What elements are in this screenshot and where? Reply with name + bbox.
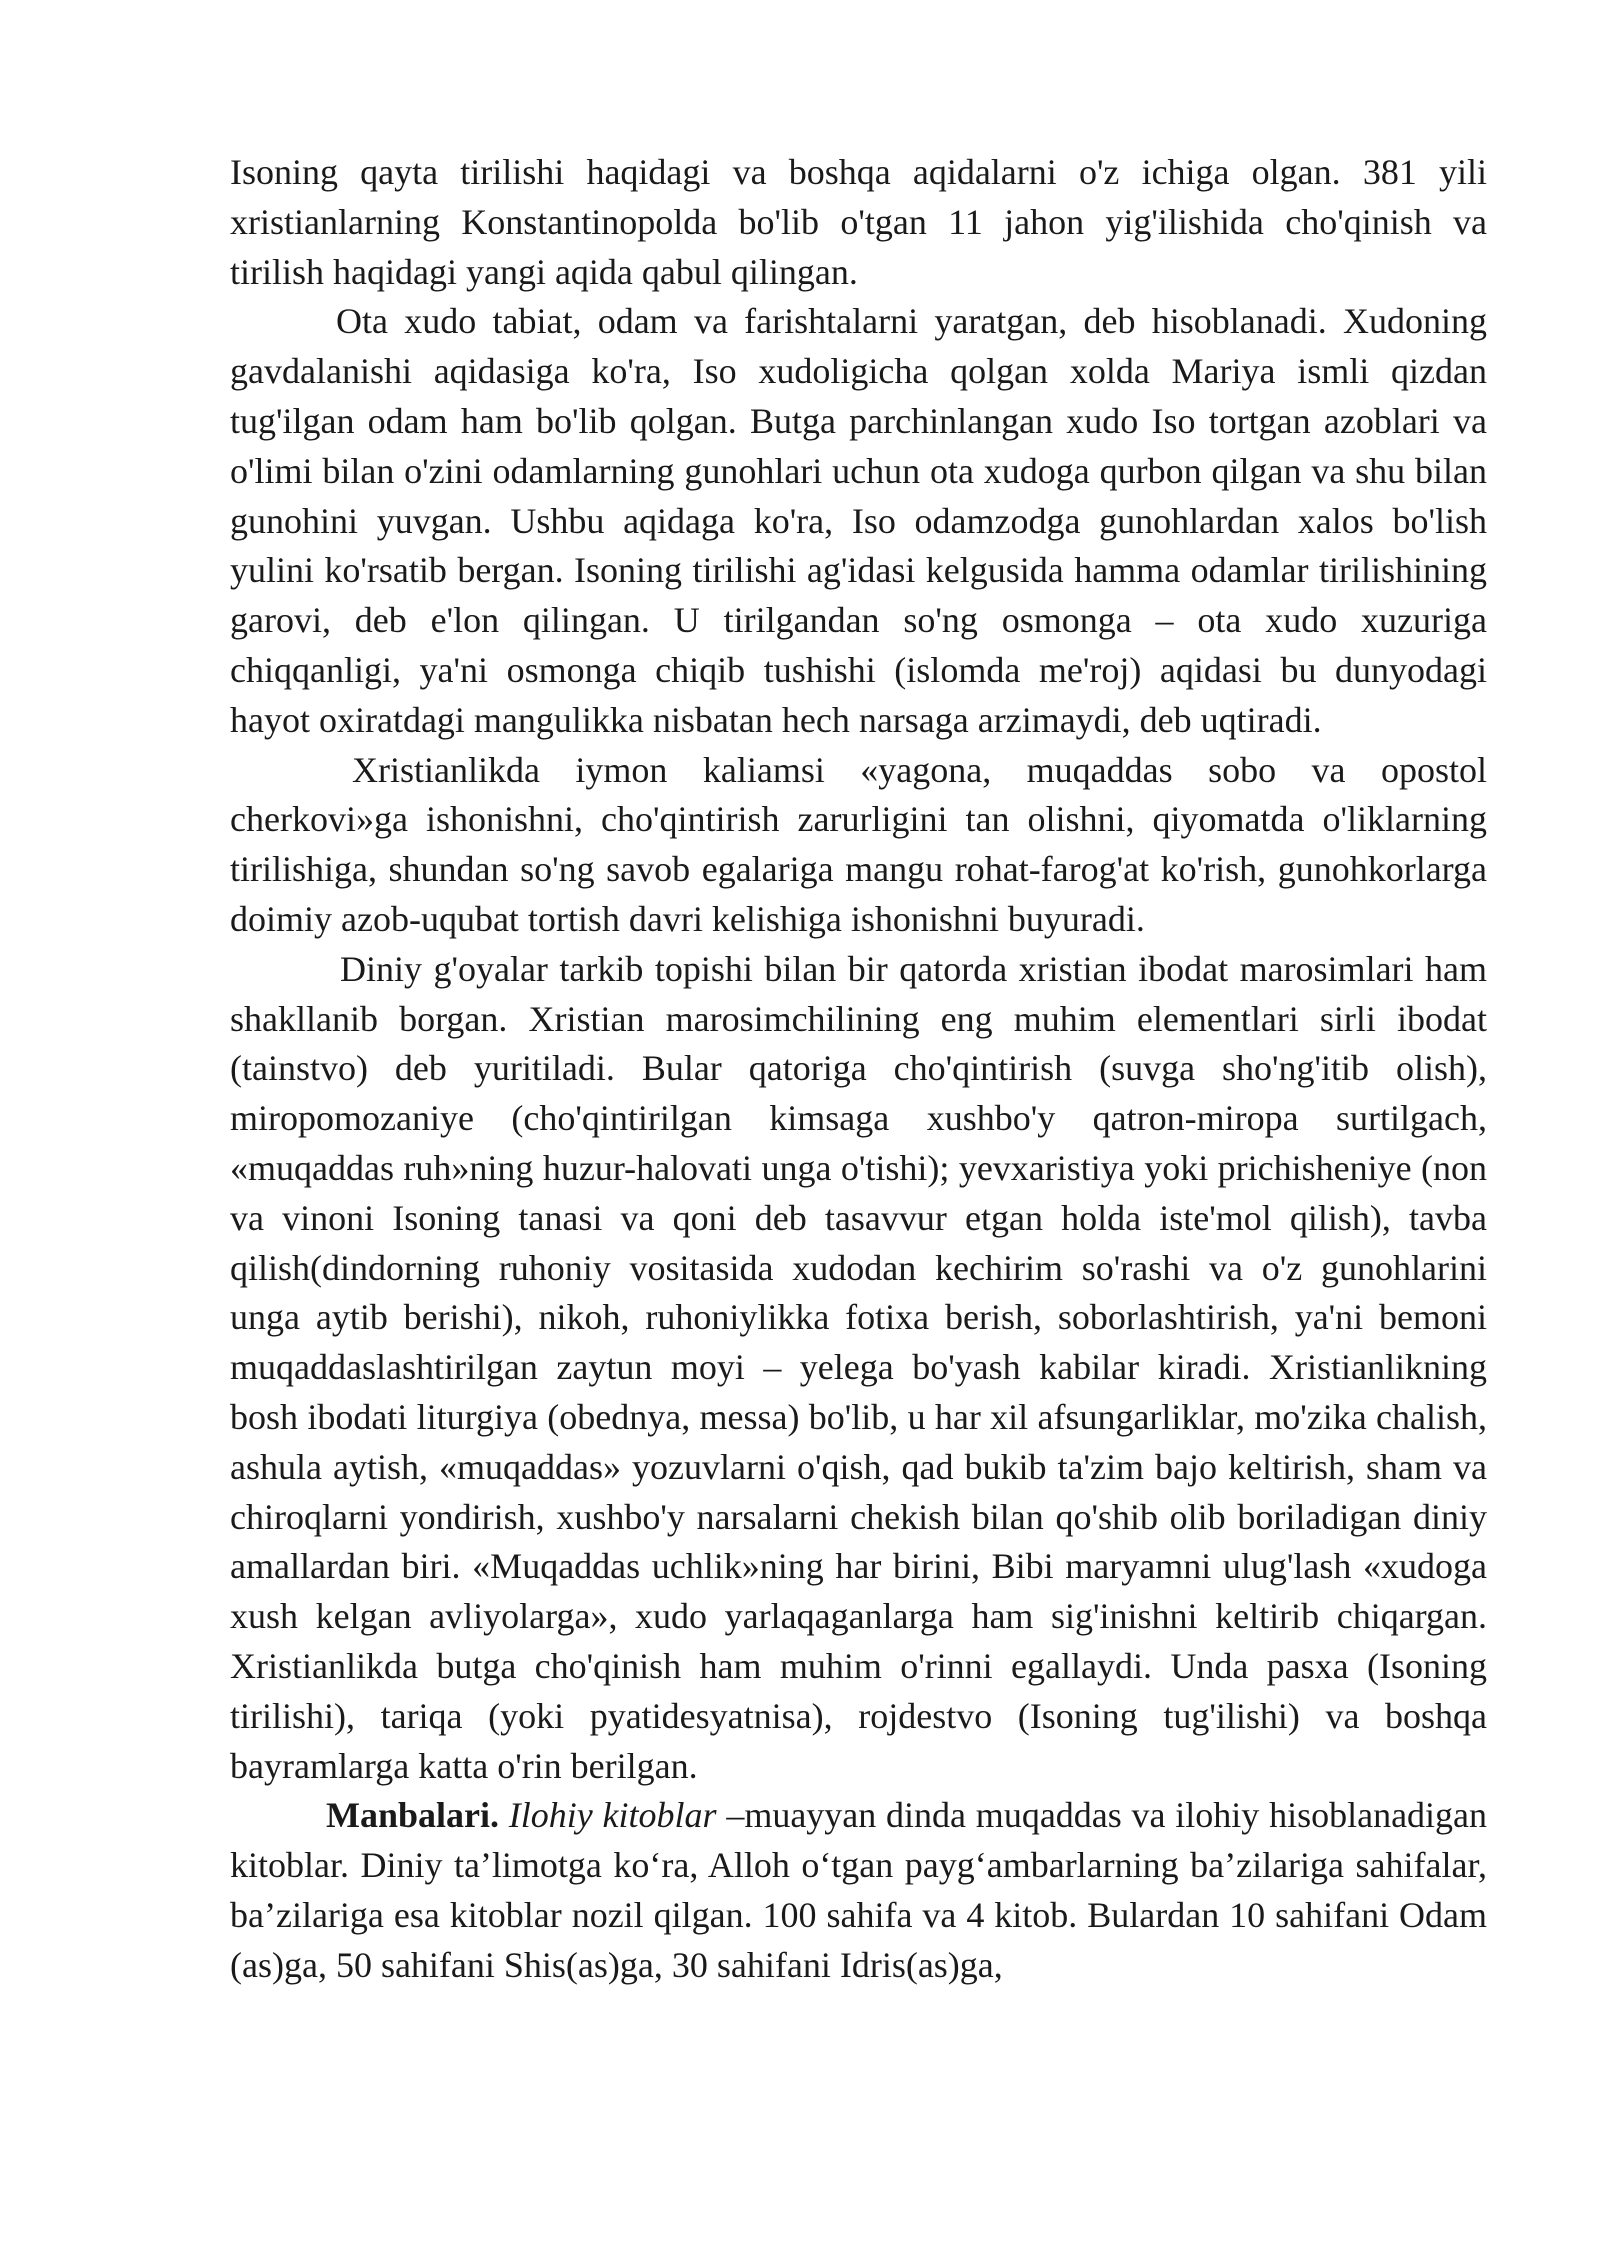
section-heading-sources: Manbalari. [326,1795,500,1836]
paragraph-4: Diniy g'oyalar tarkib topishi bilan bir qatorda xristian ibodat marosimlari ham shakllanib borgan. Xristian marosimchilining eng muhim elementlari sirli ibodat (tainstvo) deb yuritiladi. Bular qatoriga cho'qintirish (suvga sho'ng'itib olish), miropomozaniye (cho'qintirilgan kimsaga xushbo'y qatron-miropa surtilgach, «muqaddas ruh»ning huzur-halovati unga o'tishi); yevxaristiya yoki prichisheniye (non va vinoni Isoning tanasi va qoni deb tasavvur etgan holda iste'mol qilish), tavba qilish(dindorning ruhoniy vositasida xudodan kechirim so'rashi va o'z gunohlarini unga aytib berishi), nikoh, ruhoniylikka fotixa berish, soborlashtirish, ya'ni bemoni muqaddaslashtirilgan zaytun moyi – yelega bo'yash kabilar kiradi. Xristianlikning bosh ibodati liturgiya (obednya, messa) bo'lib, u har xil afsungarliklar, mo'zika chalish, ashula aytish, «muqaddas» yozuvlarni o'qish, qad bukib ta'zim bajo keltirish, sham va chiroqlarni yondirish, xushbo'y narsalarni chekish bilan qo'shib olib boriladigan diniy amallardan biri. «Muqaddas uchlik»ning har birini, Bibi maryamni ulug'lash «xudoga xush kelgan avliyolarga», xudo yarlaqaganlarga ham sig'inishni keltirib chiqargan. Xristianlikda butga cho'qinish ham muhim o'rinni egallaydi. Unda pasxa (Isoning tirilishi), tariqa (yoki pyatidesyatnisa), rojdestvo (Isoning tug'ilishi) va boshqa bayramlarga katta o'rin berilgan. [230,948,1487,1786]
term-divine-books: Ilohiy kitoblar [508,1795,717,1836]
paragraph-3: Xristianlikda iymon kaliamsi «yagona, muqaddas sobo va opostol cherkovi»ga ishonishni, cho'qintirish zarurligini tan olishni, qiyomatda o'liklarning tirilishiga, shundan so'ng savob egalariga mangu rohat-farog'at ko'rish, gunohkorlarga doimiy azob-uqubat tortish davri kelishiga ishonishni buyuradi. [230,749,1487,939]
paragraph-1: Isoning qayta tirilishi haqidagi va boshqa aqidalarni o'z ichiga olgan. 381 yili xristianlarning Konstantinopolda bo'lib o'tgan 11 jahon yig'ilishida cho'qinish va tirilish haqidagi yangi aqida qabul qilingan. [230,152,1487,292]
paragraph-5 [230,1791,1487,1990]
paragraph-5-text: –muayyan dinda muqaddas va ilohiy hisoblanadigan kitoblar. Diniy ta’limotga ko‘ra, Alloh o‘tgan payg‘ambarlarning ba’zilariga sahifalar, ba’zilariga esa kitoblar nozil qilgan. 100 sahifa va 4 kitob. Bulardan 10 sahifani Odam (as)ga, 50 sahifani Shis(as)ga, 30 sahifani Idris(as)ga, [230,1795,1488,1985]
paragraph-2: Ota xudo tabiat, odam va farishtalarni yaratgan, deb hisoblanadi. Xudoning gavdalanishi aqidasiga ko'ra, Iso xudoligicha qolgan xolda Mariya ismli qizdan tug'ilgan odam ham bo'lib qolgan. Butga parchinlangan xudo Iso tortgan azoblari va o'limi bilan o'zini odamlarning gunohlari uchun ota xudoga qurbon qilgan va shu bilan gunohini yuvgan. Ushbu aqidaga ko'ra, Iso odamzodga gunohlardan xalos bo'lish yulini ko'rsatib bergan. Isoning tirilishi ag'idasi kelgusida hamma odamlar tirilishining garovi, deb e'lon qilingan. U tirilgandan so'ng osmonga – ota xudo xuzuriga chiqqanligi, ya'ni osmonga chiqib tushishi (islomda me'roj) aqidasi bu dunyodagi hayot oxiratdagi mangulikka nisbatan hech narsaga arzimaydi, deb uqtiradi. [230,301,1487,740]
document-body [230,148,1487,1990]
